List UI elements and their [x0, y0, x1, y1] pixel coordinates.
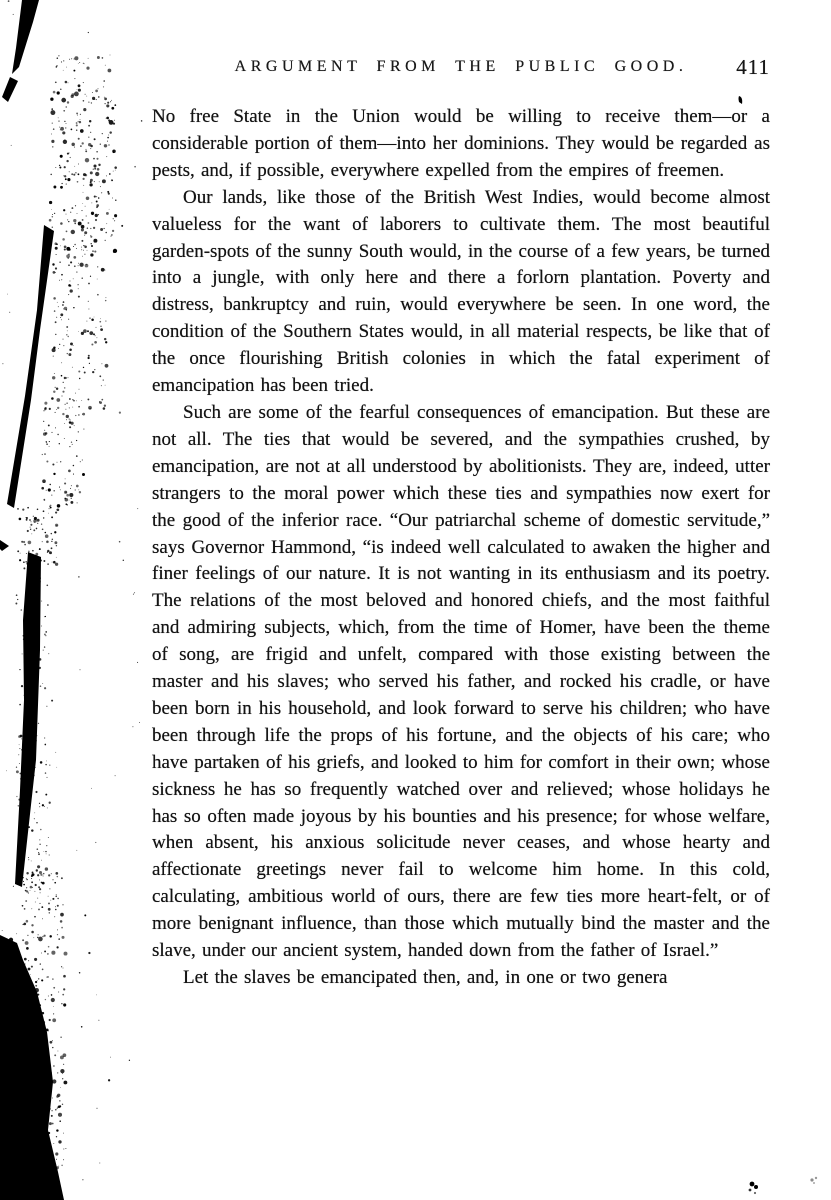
page-body: [152, 104, 770, 992]
paragraph-4: Let the slaves be emancipated then, and, in one or two genera: [183, 967, 668, 988]
paragraph-3: Such are some of the fearful consequences of emancipation. But these are not all. The ties that would be severed, and the sympathies crushed, by emancipation, are not at all understood by abolitionists. They are, indeed, utter strangers to the moral power which these ties and sympathies now exert for the good of the inferior race. “Our patriarchal scheme of domestic servitude,” says Governor Hammond, “is indeed well calculated to awaken the higher and finer feelings of our nature. It is not wanting in its enthusiasm and its poetry. The relations of the most beloved and honored chiefs, and the most faithful and admiring subjects, which, from the time of Homer, have been the theme of song, are frigid and unfelt, compared with those existing between the master and his slaves; who served his father, and rocked his cradle, or have been born in his household, and look forward to serve his children; who have been through life the props of his fortune, and the objects of his care; who have partaken of his griefs, and looked to him for comfort in their own; whose sickness he has so frequently watched over and relieved; whose holidays he has so often made joyous by his bounties and his presence; for whose welfare, when absent, his anxious solicitude never ceases, and whose hearty and affectionate greetings never fail to welcome him home. In this cold, calculating, ambitious world of ours, there are few ties more heart-felt, or of more benignant influence, than those which mutually bind the master and the slave, under our ancient system, handed down from the father of Israel.”: [152, 401, 770, 962]
paragraph-1: No free State in the Union would be willing to receive them—or a considerable portion of them—into her dominions. They would be regarded as pests, and, if possible, everywhere expelled from the empires of freemen.: [152, 106, 770, 181]
page-header: [152, 55, 770, 82]
running-title: ARGUMENT FROM THE PUBLIC GOOD.: [234, 58, 688, 75]
page-number: 411: [736, 55, 770, 79]
bottom-right-specks: [749, 1177, 818, 1194]
ink-speckles: [2, 0, 143, 1197]
paragraph-2: Our lands, like those of the British West Indies, would become almost valueless for the want of laborers to cultivate them. The most beautiful garden-spots of the sunny South would, in the course of a few years, be turned into a jungle, with only here and there a forlorn plantation. Poverty and distress, bankruptcy and ruin, would everywhere be seen. In one word, the condition of the Southern States would, in all material respects, be like that of the once flourishing British colonies in which the fatal experiment of emancipation has been tried.: [152, 186, 770, 397]
